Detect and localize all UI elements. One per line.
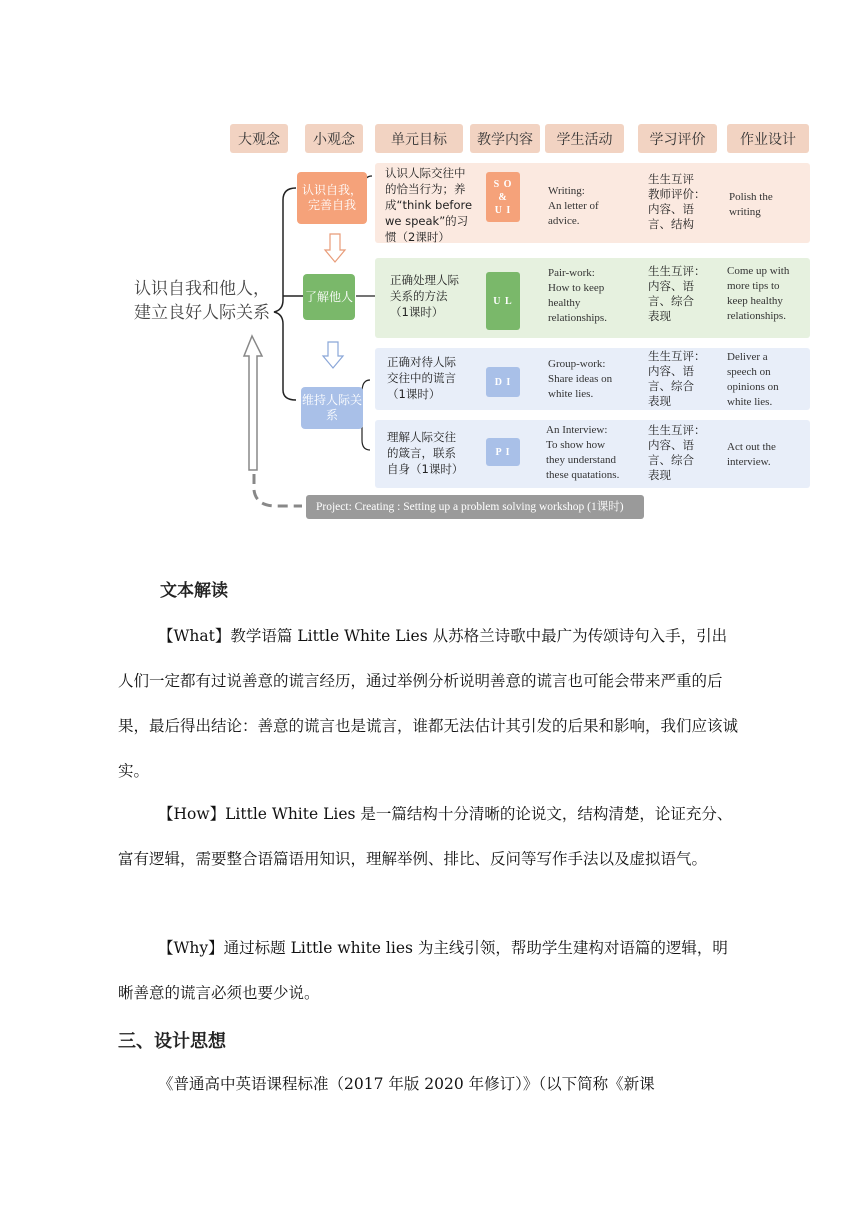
row1-homework: Polish the writing: [729, 191, 773, 218]
row2-goal: 正确处理人际 关系的方法 （1课时）: [390, 273, 459, 319]
why-paragraph: [118, 926, 740, 1016]
header-small-idea: 小观念: [305, 124, 363, 153]
small-idea-self: 认识自我，完善自我: [297, 172, 367, 224]
what-tag: 【What】: [158, 627, 231, 645]
header-activity: 学生活动: [545, 124, 624, 153]
why-tag: 【Why】: [158, 939, 224, 957]
row1-code: S O & U I: [486, 172, 520, 222]
header-content: 教学内容: [470, 124, 540, 153]
row2-evaluation: 生生互评： 内容、语 言、综合 表现: [648, 264, 706, 323]
row3-evaluation: 生生互评： 内容、语 言、综合 表现: [648, 349, 706, 408]
row2-homework: Come up with more tips to keep healthy relationships.: [727, 265, 790, 322]
small-idea-maintain: 维持人际关系: [301, 387, 363, 429]
row2-activity: Pair-work: How to keep healthy relationships.: [548, 267, 607, 324]
why-text: 通过标题 Little white lies 为主线引领，帮助学生建构对语篇的逻辑，明晰善意的谎言必须也要少说。: [118, 939, 728, 1002]
project-bar: Project: Creating : Setting up a problem solving workshop (1课时): [306, 495, 644, 519]
header-big-idea: 大观念: [230, 124, 288, 153]
what-text: 教学语篇 Little White Lies 从苏格兰诗歌中最广为传颂诗句入手，引出人们一定都有过说善意的谎言经历，通过举例分析说明善意的谎言也可能会带来严重的后果，最后得出结论：善意的谎言也是谎言，谁都无法估计其引发的后果和影响，我们应该诚实。: [118, 627, 739, 780]
how-tag: 【How】: [158, 805, 226, 823]
design-thought-text: 《普通高中英语课程标准（2017 年版 2020 年修订）》（以下简称《新课: [158, 1075, 655, 1093]
how-text: Little White Lies 是一篇结构十分清晰的论说文，结构清楚，论证充分、富有逻辑，需要整合语篇语用知识，理解举例、排比、反问等写作手法以及虚拟语气。: [118, 805, 733, 868]
row3-activity: Group-work: Share ideas on white lies.: [548, 358, 613, 400]
row1-activity: Writing: An letter of advice.: [548, 185, 599, 227]
header-evaluation: 学习评价: [638, 124, 717, 153]
row3-code: D I: [486, 367, 520, 397]
row1-goal: 认识人际交往中 的恰当行为；养 成“think before we speak”的习 惯（2课时）: [385, 166, 473, 244]
row3-goal: 正确对待人际 交往中的谎言 （1课时）: [387, 355, 456, 401]
row1-evaluation: 生生互评 教师评价： 内容、语 言、结构: [648, 172, 706, 231]
design-thought-paragraph: [118, 1062, 740, 1107]
big-idea-label: 认识自我和他人，建立良好人际关系: [134, 279, 270, 323]
small-idea-others: 了解他人: [303, 274, 355, 320]
section-heading: 文本解读: [160, 581, 228, 601]
row3-homework: Deliver a speech on opinions on white lies.: [727, 351, 779, 408]
row2-code: U L: [486, 272, 520, 330]
header-unit-goal: 单元目标: [375, 124, 463, 153]
header-homework: 作业设计: [727, 124, 809, 153]
row4-homework: Act out the interview.: [727, 441, 776, 468]
row4-evaluation: 生生互评： 内容、语 言、综合 表现: [648, 423, 706, 482]
how-paragraph: [118, 792, 740, 882]
what-paragraph: [118, 614, 740, 794]
design-thought-heading: 三、设计思想: [118, 1031, 226, 1052]
row4-goal: 理解人际交往 的箴言，联系 自身（1课时）: [387, 430, 464, 476]
row4-code: P I: [486, 438, 520, 466]
row4-activity: An Interview: To show how they understand these quatations.: [546, 424, 620, 481]
